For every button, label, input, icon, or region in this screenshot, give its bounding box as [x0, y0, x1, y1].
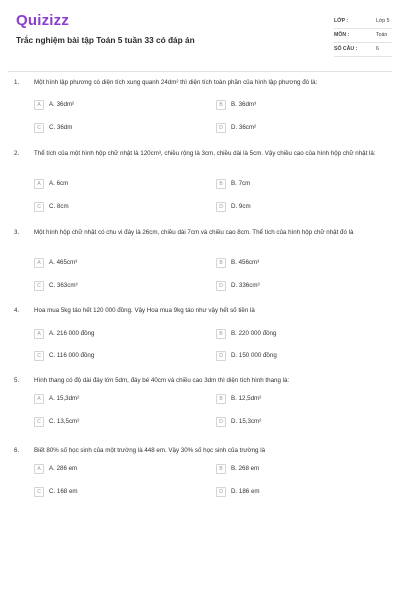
- option-text: D. 336cm³: [231, 282, 260, 289]
- option-letter-box[interactable]: D: [216, 281, 226, 291]
- meta-divider: [334, 28, 392, 29]
- option-text: A. 465cm³: [49, 259, 78, 266]
- question-text: Biết 80% số học sinh của một trường là 448 em. Vậy 30% số học sinh của trường là: [34, 447, 266, 454]
- header-divider: [8, 71, 392, 72]
- meta-divider: [334, 42, 392, 43]
- meta-row-count: [334, 46, 394, 60]
- question-text: Hình thang có độ dài đáy lớn 5dm, đáy bé 40cm và chiều cao 3dm thì diện tích hình thang là:: [34, 377, 290, 384]
- question-number: 4.: [14, 307, 20, 314]
- option-text: A. 6cm: [49, 180, 69, 187]
- question-number: 5.: [14, 377, 20, 384]
- meta-row-subject: [334, 32, 394, 46]
- option-letter-box[interactable]: B: [216, 258, 226, 268]
- question-text: Hoa mua 5kg táo hết 120 000 đồng. Vậy Hoa mua 9kg táo như vậy hết số tiền là: [34, 307, 255, 314]
- option-text: B. 7cm: [231, 180, 251, 187]
- meta-row-class: [334, 18, 394, 32]
- meta-divider: [334, 56, 392, 57]
- worksheet-meta: [334, 18, 394, 60]
- option-letter-box[interactable]: C: [34, 123, 44, 133]
- option-text: B. 456cm³: [231, 259, 260, 266]
- option-text: A. 286 em: [49, 465, 78, 472]
- quizizz-logo: Quizizz: [16, 12, 70, 29]
- question-text: Thể tích của một hình hộp chữ nhật là 120cm³, chiều rộng là 3cm, chiều dài là 5cm. Vậy chiều cao của hình hộp chữ nhật là:: [34, 150, 376, 157]
- meta-label: MÔN :: [334, 32, 350, 38]
- option-letter-box[interactable]: D: [216, 123, 226, 133]
- option-text: D. 15,3cm²: [231, 418, 262, 425]
- question-number: 1.: [14, 79, 20, 86]
- option-letter-box[interactable]: A: [34, 100, 44, 110]
- option-letter-box[interactable]: D: [216, 417, 226, 427]
- option-letter-box[interactable]: B: [216, 100, 226, 110]
- option-text: D. 36cm²: [231, 124, 257, 131]
- option-text: C. 116 000 đồng: [49, 352, 95, 359]
- option-letter-box[interactable]: C: [34, 202, 44, 212]
- option-letter-box[interactable]: B: [216, 179, 226, 189]
- option-text: C. 363cm³: [49, 282, 78, 289]
- option-text: B. 220 000 đồng: [231, 330, 277, 337]
- meta-value: 6: [376, 46, 379, 52]
- option-text: D. 150 000 đồng: [231, 352, 277, 359]
- option-letter-box[interactable]: A: [34, 329, 44, 339]
- option-text: A. 216 000 đồng: [49, 330, 95, 337]
- question-number: 3.: [14, 229, 20, 236]
- option-letter-box[interactable]: D: [216, 351, 226, 361]
- option-letter-box[interactable]: D: [216, 202, 226, 212]
- option-letter-box[interactable]: C: [34, 417, 44, 427]
- option-text: C. 36dm: [49, 124, 73, 131]
- option-text: A. 36dm²: [49, 101, 75, 108]
- meta-label: LỚP :: [334, 18, 349, 24]
- option-letter-box[interactable]: A: [34, 464, 44, 474]
- option-text: C. 168 em: [49, 488, 78, 495]
- option-letter-box[interactable]: D: [216, 487, 226, 497]
- option-letter-box[interactable]: A: [34, 394, 44, 404]
- option-letter-box[interactable]: A: [34, 258, 44, 268]
- option-letter-box[interactable]: C: [34, 487, 44, 497]
- option-text: B. 268 em: [231, 465, 260, 472]
- option-text: A. 15,3dm²: [49, 395, 80, 402]
- option-text: D. 186 em: [231, 488, 260, 495]
- meta-value: Lớp 5: [376, 18, 390, 24]
- question-text: Một hình hộp chữ nhật có chu vi đáy là 26cm, chiều dài 7cm và chiều cao 8cm. Thể tích của hình hộp chữ nhật đó là: [34, 229, 354, 236]
- worksheet-title: Trắc nghiệm bài tập Toán 5 tuần 33 có đáp án: [16, 35, 195, 45]
- option-letter-box[interactable]: B: [216, 464, 226, 474]
- worksheet-header: [8, 8, 392, 70]
- option-text: B. 36dm³: [231, 101, 257, 108]
- meta-label: SỐ CÂU :: [334, 46, 358, 52]
- option-letter-box[interactable]: C: [34, 351, 44, 361]
- meta-value: Toán: [376, 32, 388, 38]
- question-text: Một hình lập phương có diện tích xung quanh 24dm² thì diện tích toàn phần của hình lập phương đó là:: [34, 79, 318, 86]
- option-text: D. 9cm: [231, 203, 251, 210]
- option-letter-box[interactable]: B: [216, 394, 226, 404]
- option-letter-box[interactable]: C: [34, 281, 44, 291]
- option-text: B. 12,5dm²: [231, 395, 262, 402]
- question-number: 6.: [14, 447, 20, 454]
- option-text: C. 13,5cm²: [49, 418, 80, 425]
- question-number: 2.: [14, 150, 20, 157]
- option-text: C. 8cm: [49, 203, 69, 210]
- option-letter-box[interactable]: A: [34, 179, 44, 189]
- option-letter-box[interactable]: B: [216, 329, 226, 339]
